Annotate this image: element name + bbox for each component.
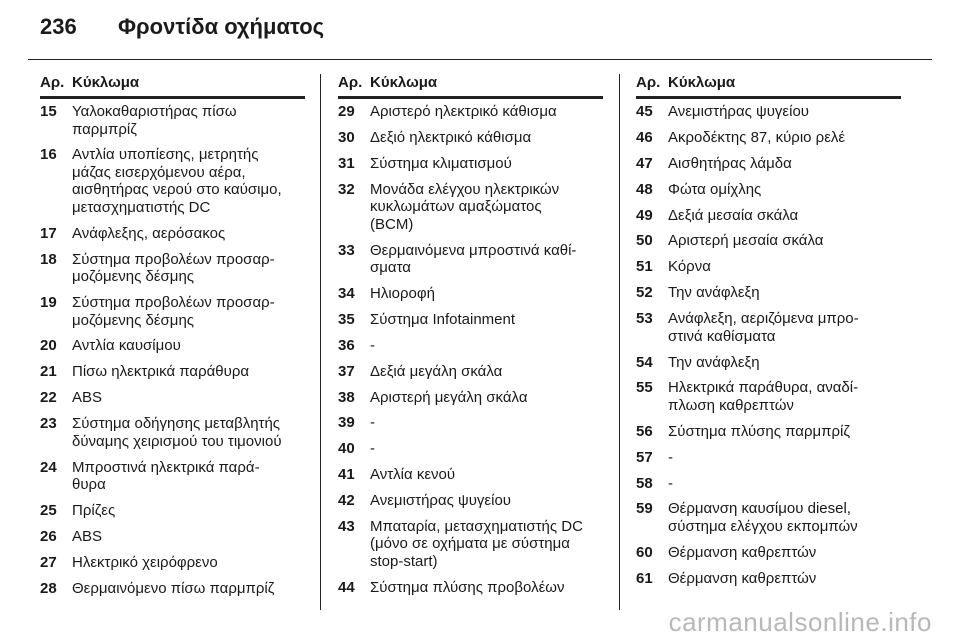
- fuse-circuit: Ανάφλεξη, αεριζόμενα μπρο- στινά καθίσματα: [668, 310, 859, 345]
- fuse-circuit: Την ανάφλεξη: [668, 284, 760, 302]
- fuse-number: 50: [636, 232, 653, 250]
- fuse-number: 22: [40, 389, 57, 407]
- fuse-circuit: Ανεμιστήρας ψυγείου: [370, 492, 511, 510]
- fuse-row: [40, 554, 305, 572]
- fuse-row: [636, 544, 901, 562]
- fuse-number: 58: [636, 474, 653, 492]
- fuse-number: 37: [338, 362, 355, 380]
- fuse-circuit: Την ανάφλεξη: [668, 353, 760, 371]
- fuse-circuit: -: [668, 448, 673, 466]
- fuse-number: 49: [636, 206, 653, 224]
- fuse-row: [636, 207, 901, 225]
- fuse-row: [338, 466, 603, 484]
- column-divider: [619, 74, 620, 610]
- page-number: 236: [40, 14, 77, 39]
- column-header-number: Αρ.: [338, 74, 363, 91]
- fuse-circuit: -: [668, 474, 673, 492]
- fuse-row: [636, 155, 901, 173]
- fuse-circuit: Ηλιοροφή: [370, 284, 435, 302]
- page-title: Φροντίδα οχήματος: [118, 14, 325, 39]
- fuse-circuit: Αντλία καυσίμου: [72, 337, 181, 355]
- fuse-circuit: Αριστερή μεσαία σκάλα: [668, 232, 824, 250]
- fuse-circuit: Μονάδα ελέγχου ηλεκτρικών κυκλωμάτων αμαξώματος (BCM): [370, 180, 560, 233]
- fuse-circuit: Πρίζες: [72, 501, 116, 519]
- fuse-row: [636, 570, 901, 588]
- fuse-row: [338, 155, 603, 173]
- fuse-number: 60: [636, 543, 653, 561]
- fuse-table-column-3: [636, 74, 901, 596]
- fuse-circuit: -: [370, 414, 375, 432]
- fuse-number: 29: [338, 103, 355, 120]
- fuse-row: [636, 103, 901, 121]
- fuse-number: 55: [636, 379, 653, 397]
- fuse-row: [338, 285, 603, 303]
- fuse-circuit: Δεξιό ηλεκτρικό κάθισμα: [370, 128, 532, 146]
- fuse-number: 18: [40, 250, 57, 268]
- fuse-row: [40, 251, 305, 286]
- fuse-circuit: Αριστερό ηλεκτρικό κάθισμα: [370, 103, 557, 120]
- fuse-row: [40, 528, 305, 546]
- fuse-number: 20: [40, 337, 57, 355]
- fuse-number: 21: [40, 363, 57, 381]
- fuse-row: [636, 258, 901, 276]
- fuse-number: 44: [338, 578, 355, 596]
- fuse-row: [338, 518, 603, 571]
- header-divider: [28, 59, 932, 60]
- fuse-row: [636, 500, 901, 535]
- fuse-table-column-1: [40, 74, 305, 605]
- fuse-number: 35: [338, 310, 355, 328]
- fuse-circuit: Αντλία κενού: [370, 466, 456, 484]
- fuse-circuit: Θέρμανση καυσίμου diesel, σύστημα ελέγχου εκπομπών: [668, 500, 858, 535]
- fuse-row: [338, 492, 603, 510]
- fuse-circuit: Σύστημα οδήγησης μεταβλητής δύναμης χειρισμού του τιμονιού: [72, 415, 282, 450]
- fuse-number: 23: [40, 415, 57, 433]
- fuse-row: [40, 294, 305, 329]
- fuse-number: 24: [40, 458, 57, 476]
- fuse-row: [636, 129, 901, 147]
- fuse-row: [636, 310, 901, 345]
- fuse-circuit: Μπροστινά ηλεκτρικά παρά- θυρα: [72, 458, 260, 494]
- fuse-row: [338, 337, 603, 355]
- fuse-number: 17: [40, 224, 57, 242]
- fuse-number: 52: [636, 284, 653, 302]
- fuse-row: [40, 363, 305, 381]
- fuse-circuit: Ακροδέκτης 87, κύριο ρελέ: [668, 128, 846, 146]
- fuse-row: [40, 415, 305, 450]
- fuse-row: [40, 502, 305, 520]
- fuse-circuit: Ανάφλεξης, αερόσακος: [72, 224, 226, 242]
- fuse-number: 56: [636, 422, 653, 440]
- fuse-number: 31: [338, 154, 355, 172]
- fuse-table-column-2: [338, 74, 603, 605]
- column-header-number: Αρ.: [636, 74, 661, 91]
- fuse-number: 28: [40, 579, 57, 597]
- fuse-row: [338, 181, 603, 234]
- fuse-circuit: Δεξιά μεγάλη σκάλα: [370, 362, 503, 380]
- fuse-circuit: Αισθητήρας λάμδα: [668, 154, 792, 172]
- fuse-row: [40, 389, 305, 407]
- fuse-row: [338, 440, 603, 458]
- fuse-number: 43: [338, 517, 355, 535]
- fuse-circuit: Θέρμανση καθρεπτών: [668, 569, 817, 587]
- fuse-number: 46: [636, 128, 653, 146]
- fuse-circuit: Ηλεκτρικά παράθυρα, αναδί- πλωση καθρεπτών: [668, 379, 859, 414]
- fuse-circuit: ABS: [72, 527, 103, 545]
- fuse-circuit: Υαλοκαθαριστήρας πίσω παρμπρίζ: [72, 103, 237, 138]
- fuse-number: 53: [636, 310, 653, 328]
- column-divider: [320, 74, 321, 610]
- fuse-row: [40, 459, 305, 494]
- fuse-circuit: ABS: [72, 389, 103, 407]
- fuse-row: [40, 103, 305, 138]
- fuse-row: [40, 580, 305, 598]
- fuse-row: [40, 146, 305, 216]
- fuse-number: 36: [338, 336, 355, 354]
- fuse-circuit: Ηλεκτρικό χειρόφρενο: [72, 553, 218, 571]
- column-header-label: Κύκλωμα: [668, 74, 736, 91]
- fuse-number: 45: [636, 103, 653, 120]
- fuse-number: 15: [40, 103, 57, 120]
- fuse-number: 16: [40, 146, 57, 164]
- fuse-row: [636, 379, 901, 414]
- column-header: [40, 74, 305, 99]
- fuse-circuit: Σύστημα Infotainment: [370, 310, 516, 328]
- fuse-number: 47: [636, 154, 653, 172]
- fuse-row: [636, 284, 901, 302]
- fuse-number: 59: [636, 500, 653, 518]
- fuse-number: 51: [636, 258, 653, 276]
- fuse-row: [40, 225, 305, 243]
- fuse-row: [636, 475, 901, 493]
- fuse-row: [338, 579, 603, 597]
- fuse-row: [636, 423, 901, 441]
- fuse-circuit: Σύστημα πλύσης παρμπρίζ: [668, 422, 850, 440]
- fuse-circuit: Αριστερή μεγάλη σκάλα: [370, 388, 528, 406]
- fuse-row: [338, 242, 603, 277]
- fuse-circuit: Φώτα ομίχλης: [668, 180, 762, 198]
- fuse-number: 41: [338, 466, 355, 484]
- fuse-row: [636, 181, 901, 199]
- fuse-circuit: Σύστημα προβολέων προσαρ- μοζόμενης δέσμης: [72, 294, 275, 329]
- fuse-number: 26: [40, 527, 57, 545]
- column-header-label: Κύκλωμα: [72, 74, 140, 91]
- fuse-circuit: Θερμαινόμενο πίσω παρμπρίζ: [72, 579, 275, 597]
- fuse-number: 61: [636, 569, 653, 587]
- fuse-circuit: Σύστημα κλιματισμού: [370, 154, 512, 172]
- fuse-number: 34: [338, 284, 355, 302]
- column-header: [338, 74, 603, 99]
- fuse-number: 57: [636, 448, 653, 466]
- fuse-number: 42: [338, 492, 355, 510]
- fuse-number: 38: [338, 388, 355, 406]
- fuse-number: 48: [636, 180, 653, 198]
- fuse-row: [338, 103, 603, 121]
- fuse-circuit: Αντλία υποπίεσης, μετρητής μάζας εισερχόμενου αέρα, αισθητήρας νερού στο καύσιμο, μετασχηματιστής DC: [72, 146, 282, 216]
- fuse-row: [636, 232, 901, 250]
- fuse-circuit: Ανεμιστήρας ψυγείου: [668, 103, 809, 120]
- fuse-row: [338, 311, 603, 329]
- fuse-row: [338, 414, 603, 432]
- fuse-circuit: Σύστημα προβολέων προσαρ- μοζόμενης δέσμης: [72, 250, 275, 286]
- watermark: carmanualsonline.info: [668, 607, 932, 637]
- fuse-row: [636, 354, 901, 372]
- fuse-row: [338, 389, 603, 407]
- column-header-label: Κύκλωμα: [370, 74, 438, 91]
- column-header-number: Αρ.: [40, 74, 65, 91]
- fuse-circuit: -: [370, 336, 375, 354]
- fuse-number: 19: [40, 294, 57, 312]
- fuse-row: [338, 129, 603, 147]
- fuse-number: 27: [40, 553, 57, 571]
- fuse-circuit: -: [370, 440, 375, 458]
- fuse-row: [40, 337, 305, 355]
- fuse-number: 25: [40, 501, 57, 519]
- fuse-circuit: Θέρμανση καθρεπτών: [668, 543, 817, 561]
- fuse-row: [338, 363, 603, 381]
- fuse-number: 54: [636, 353, 653, 371]
- fuse-circuit: Σύστημα πλύσης προβολέων: [370, 578, 565, 596]
- fuse-circuit: Κόρνα: [668, 258, 711, 276]
- column-header: [636, 74, 901, 99]
- fuse-number: 30: [338, 128, 355, 146]
- fuse-row: [636, 449, 901, 467]
- fuse-circuit: Πίσω ηλεκτρικά παράθυρα: [72, 363, 250, 381]
- fuse-number: 40: [338, 440, 355, 458]
- fuse-number: 32: [338, 180, 355, 198]
- fuse-number: 33: [338, 241, 355, 259]
- fuse-circuit: Μπαταρία, μετασχηματιστής DC (μόνο σε οχήματα με σύστημα stop-start): [370, 517, 583, 570]
- fuse-circuit: Δεξιά μεσαία σκάλα: [668, 206, 799, 224]
- fuse-number: 39: [338, 414, 355, 432]
- fuse-circuit: Θερμαινόμενα μπροστινά καθί- σματα: [370, 241, 577, 277]
- page-header: [40, 14, 324, 40]
